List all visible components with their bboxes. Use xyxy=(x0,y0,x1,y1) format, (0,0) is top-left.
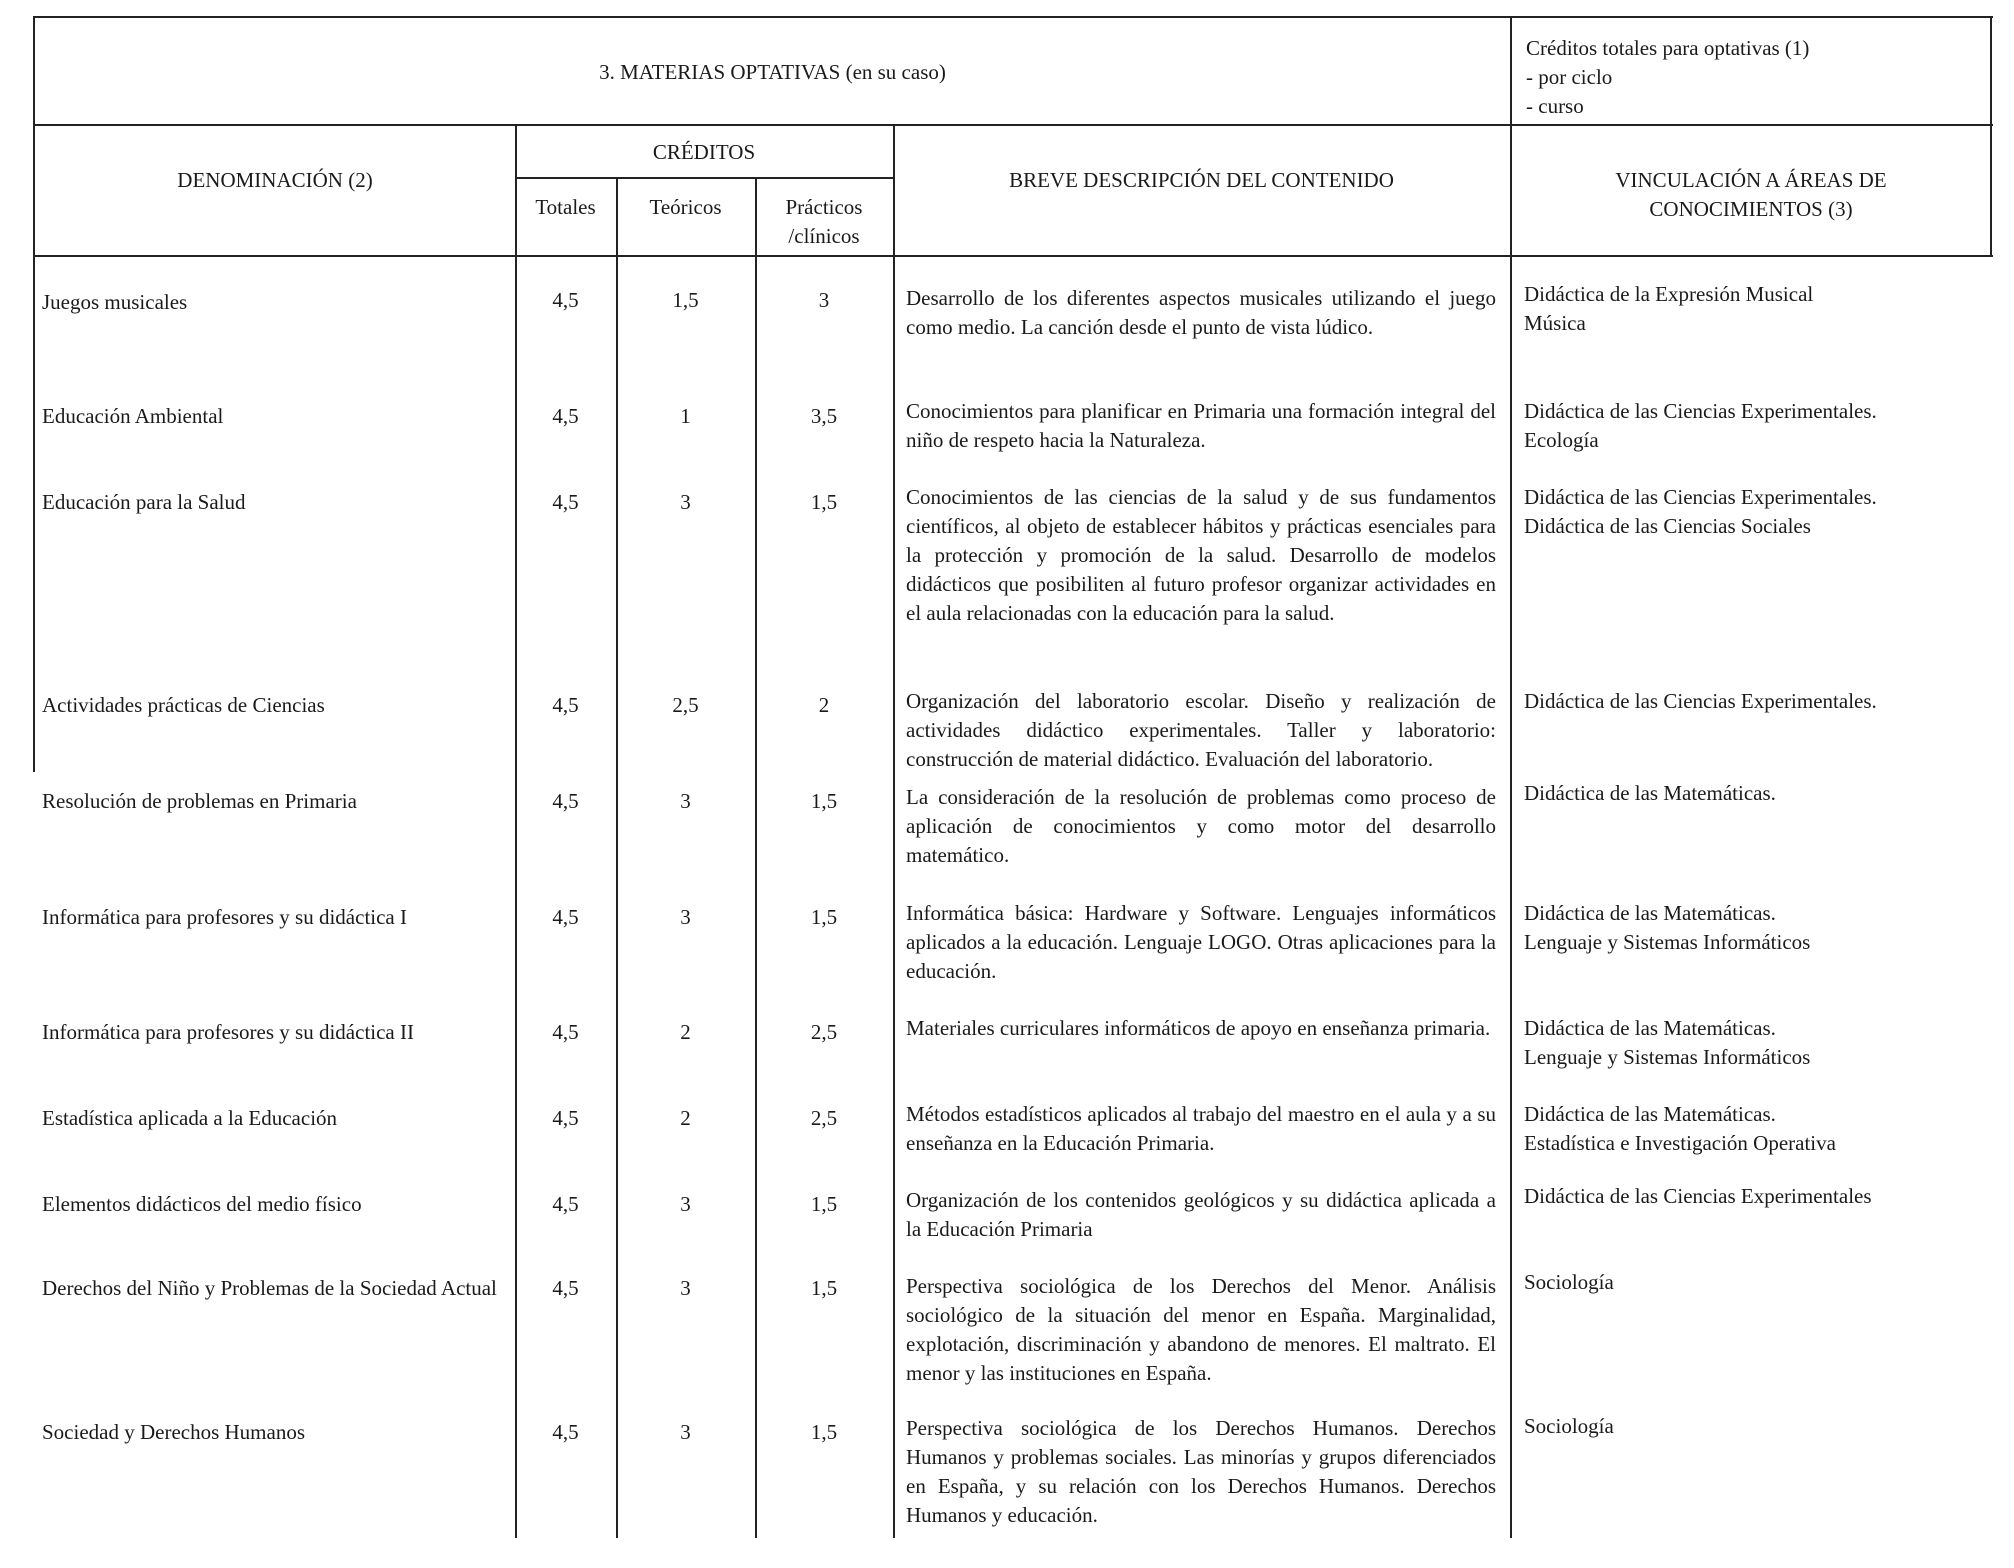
row-totales: 4,5 xyxy=(552,1276,579,1300)
row-name: Sociedad y Derechos Humanos xyxy=(42,1420,306,1444)
row-totales: 4,5 xyxy=(552,404,579,428)
right-border xyxy=(1990,16,1992,256)
row-areas xyxy=(1524,483,1984,541)
row-practicos: 1,5 xyxy=(810,1420,838,1444)
row-name: Resolución de problemas en Primaria xyxy=(42,789,357,813)
col-divider-areas xyxy=(1510,16,1512,1538)
row-area-line: Didáctica de las Matemáticas. xyxy=(1524,901,1776,925)
row-area-line: Didáctica de las Ciencias Experimentales xyxy=(1524,1184,1872,1208)
row-totales: 4,5 xyxy=(552,693,579,717)
left-border xyxy=(33,124,35,772)
row-name: Informática para profesores y su didáctica II xyxy=(42,1020,414,1044)
row-areas xyxy=(1524,1100,1984,1158)
row-name: Informática para profesores y su didáctica I xyxy=(42,905,407,929)
row-totales: 4,5 xyxy=(552,1106,579,1130)
row-area-line: Ecología xyxy=(1524,428,1599,452)
col-header-descripcion: BREVE DESCRIPCIÓN DEL CONTENIDO xyxy=(1009,168,1394,192)
row-descripcion: Materiales curriculares informáticos de apoyo en enseñanza primaria. xyxy=(906,1016,1491,1040)
row-area-line: Didáctica de la Expresión Musical xyxy=(1524,282,1814,306)
row-area-line: Didáctica de las Ciencias Sociales xyxy=(1524,514,1811,538)
row-practicos: 3,5 xyxy=(810,404,838,428)
row-descripcion: La consideración de la resolución de problemas como proceso de aplicación de conocimientos y como motor del desarrollo matemático. xyxy=(906,785,1496,867)
col-divider-totales xyxy=(515,124,517,1538)
row-areas xyxy=(1524,397,1984,455)
col-header-vinculacion xyxy=(1512,166,1990,224)
row-name: Educación Ambiental xyxy=(42,404,224,428)
row-teoricos: 3 xyxy=(680,905,691,929)
row-descripcion: Organización del laboratorio escolar. Diseño y realización de actividades didáctico experimentales. Taller y laboratorio: construcción de material didáctico. Evaluación del laboratorio. xyxy=(906,689,1496,771)
row-descripcion: Organización de los contenidos geológicos y su didáctica aplicada a la Educación Primaria xyxy=(906,1188,1496,1241)
row-areas xyxy=(1524,1182,1984,1211)
col-header-creditos: CRÉDITOS xyxy=(652,140,756,164)
row-area-line: Didáctica de las Matemáticas. xyxy=(1524,1016,1776,1040)
col-divider-descripcion xyxy=(893,124,895,1538)
row-practicos: 2,5 xyxy=(810,1020,838,1044)
section-title: 3. MATERIAS OPTATIVAS (en su caso) xyxy=(599,60,946,84)
row-teoricos: 3 xyxy=(680,490,691,514)
credits-note-line: - por ciclo xyxy=(1526,65,1613,89)
row-practicos: 1,5 xyxy=(810,1192,838,1216)
header-divider xyxy=(33,124,1993,126)
row-areas xyxy=(1524,1268,1984,1297)
row-area-line: Música xyxy=(1524,311,1586,335)
row-areas xyxy=(1524,779,1984,808)
col-header-totales: Totales xyxy=(535,195,596,219)
credits-note xyxy=(1526,34,1976,121)
row-totales: 4,5 xyxy=(552,490,579,514)
row-teoricos: 1 xyxy=(680,404,691,428)
row-area-line: Didáctica de las Matemáticas. xyxy=(1524,781,1776,805)
row-totales: 4,5 xyxy=(552,1020,579,1044)
row-name: Actividades prácticas de Ciencias xyxy=(42,693,325,717)
row-practicos: 1,5 xyxy=(810,905,838,929)
row-areas xyxy=(1524,280,1984,338)
row-teoricos: 2,5 xyxy=(672,693,699,717)
col-header-vinculacion-line: VINCULACIÓN A ÁREAS DE xyxy=(1615,168,1887,192)
row-practicos: 1,5 xyxy=(810,789,838,813)
row-teoricos: 3 xyxy=(680,789,691,813)
row-teoricos: 3 xyxy=(680,1276,691,1300)
col-divider-teoricos xyxy=(616,177,618,1538)
row-area-line: Didáctica de las Ciencias Experimentales. xyxy=(1524,399,1877,423)
row-name: Derechos del Niño y Problemas de la Sociedad Actual xyxy=(42,1276,497,1300)
row-area-line: Sociología xyxy=(1524,1414,1614,1438)
col-header-practicos xyxy=(755,193,893,251)
row-teoricos: 2 xyxy=(680,1106,691,1130)
row-descripcion: Conocimientos de las ciencias de la salud y de sus fundamentos científicos, al objeto de establecer hábitos y prácticas esenciales para la protección y promoción de la salud. Desarrollo de modelos didácticos que posibiliten al futuro profesor organizar actividades en el aula relacionadas con la educación para la salud. xyxy=(906,485,1496,625)
row-areas xyxy=(1524,687,1984,716)
col-header-practicos-line: /clínicos xyxy=(788,224,860,248)
row-area-line: Didáctica de las Ciencias Experimentales. xyxy=(1524,689,1877,713)
row-areas xyxy=(1524,1014,1984,1072)
row-areas xyxy=(1524,899,1984,957)
row-name: Educación para la Salud xyxy=(42,490,246,514)
row-descripcion: Conocimientos para planificar en Primaria una formación integral del niño de respeto hacia la Naturaleza. xyxy=(906,399,1496,452)
row-area-line: Didáctica de las Matemáticas. xyxy=(1524,1102,1776,1126)
row-area-line: Estadística e Investigación Operativa xyxy=(1524,1131,1836,1155)
row-descripcion: Perspectiva sociológica de los Derechos Humanos. Derechos Humanos y problemas sociales. Las minorías y grupos diferenciados en España, y su relación con los Derechos Humanos. Derechos Humanos y educación. xyxy=(906,1416,1496,1527)
top-border xyxy=(33,16,1993,18)
row-practicos: 1,5 xyxy=(810,1276,838,1300)
row-area-line: Lenguaje y Sistemas Informáticos xyxy=(1524,930,1811,954)
row-descripcion: Desarrollo de los diferentes aspectos musicales utilizando el juego como medio. La canción desde el punto de vista lúdico. xyxy=(906,286,1496,339)
row-totales: 4,5 xyxy=(552,1420,579,1444)
row-teoricos: 3 xyxy=(680,1420,691,1444)
row-practicos: 1,5 xyxy=(810,490,838,514)
row-practicos: 2,5 xyxy=(810,1106,838,1130)
row-descripcion: Métodos estadísticos aplicados al trabajo del maestro en el aula y a su enseñanza en la Educación Primaria. xyxy=(906,1102,1496,1155)
row-area-line: Lenguaje y Sistemas Informáticos xyxy=(1524,1045,1811,1069)
row-area-line: Didáctica de las Ciencias Experimentales. xyxy=(1524,485,1877,509)
row-name: Juegos musicales xyxy=(42,290,188,314)
row-practicos: 2 xyxy=(818,693,830,717)
row-practicos: 3 xyxy=(818,288,830,312)
row-descripcion: Informática básica: Hardware y Software. Lenguajes informáticos aplicados a la educación. Lenguaje LOGO. Otras aplicaciones para la educación. xyxy=(906,901,1496,983)
row-totales: 4,5 xyxy=(552,288,579,312)
col-header-teoricos: Teóricos xyxy=(649,195,722,219)
row-area-line: Sociología xyxy=(1524,1270,1614,1294)
row-name: Elementos didácticos del medio físico xyxy=(42,1192,362,1216)
row-totales: 4,5 xyxy=(552,1192,579,1216)
row-teoricos: 2 xyxy=(680,1020,691,1044)
col-header-denominacion: DENOMINACIÓN (2) xyxy=(177,168,373,192)
row-teoricos: 3 xyxy=(680,1192,691,1216)
row-descripcion: Perspectiva sociológica de los Derechos del Menor. Análisis sociológico de la situación del menor en España. Marginalidad, explotación, discriminación y abandono de menores. El maltrato. El menor y las instituciones en España. xyxy=(906,1274,1496,1385)
credits-note-line: - curso xyxy=(1526,94,1584,118)
credits-note-line: Créditos totales para optativas (1) xyxy=(1526,36,1810,60)
body-divider xyxy=(33,255,1993,257)
row-totales: 4,5 xyxy=(552,905,579,929)
creditos-subdivider xyxy=(515,177,893,179)
col-header-practicos-line: Prácticos xyxy=(785,195,863,219)
col-divider-practicos xyxy=(755,177,757,1538)
row-name: Estadística aplicada a la Educación xyxy=(42,1106,338,1130)
row-areas xyxy=(1524,1412,1984,1441)
col-header-vinculacion-line: CONOCIMIENTOS (3) xyxy=(1649,197,1853,221)
row-teoricos: 1,5 xyxy=(672,288,699,312)
row-totales: 4,5 xyxy=(552,789,579,813)
